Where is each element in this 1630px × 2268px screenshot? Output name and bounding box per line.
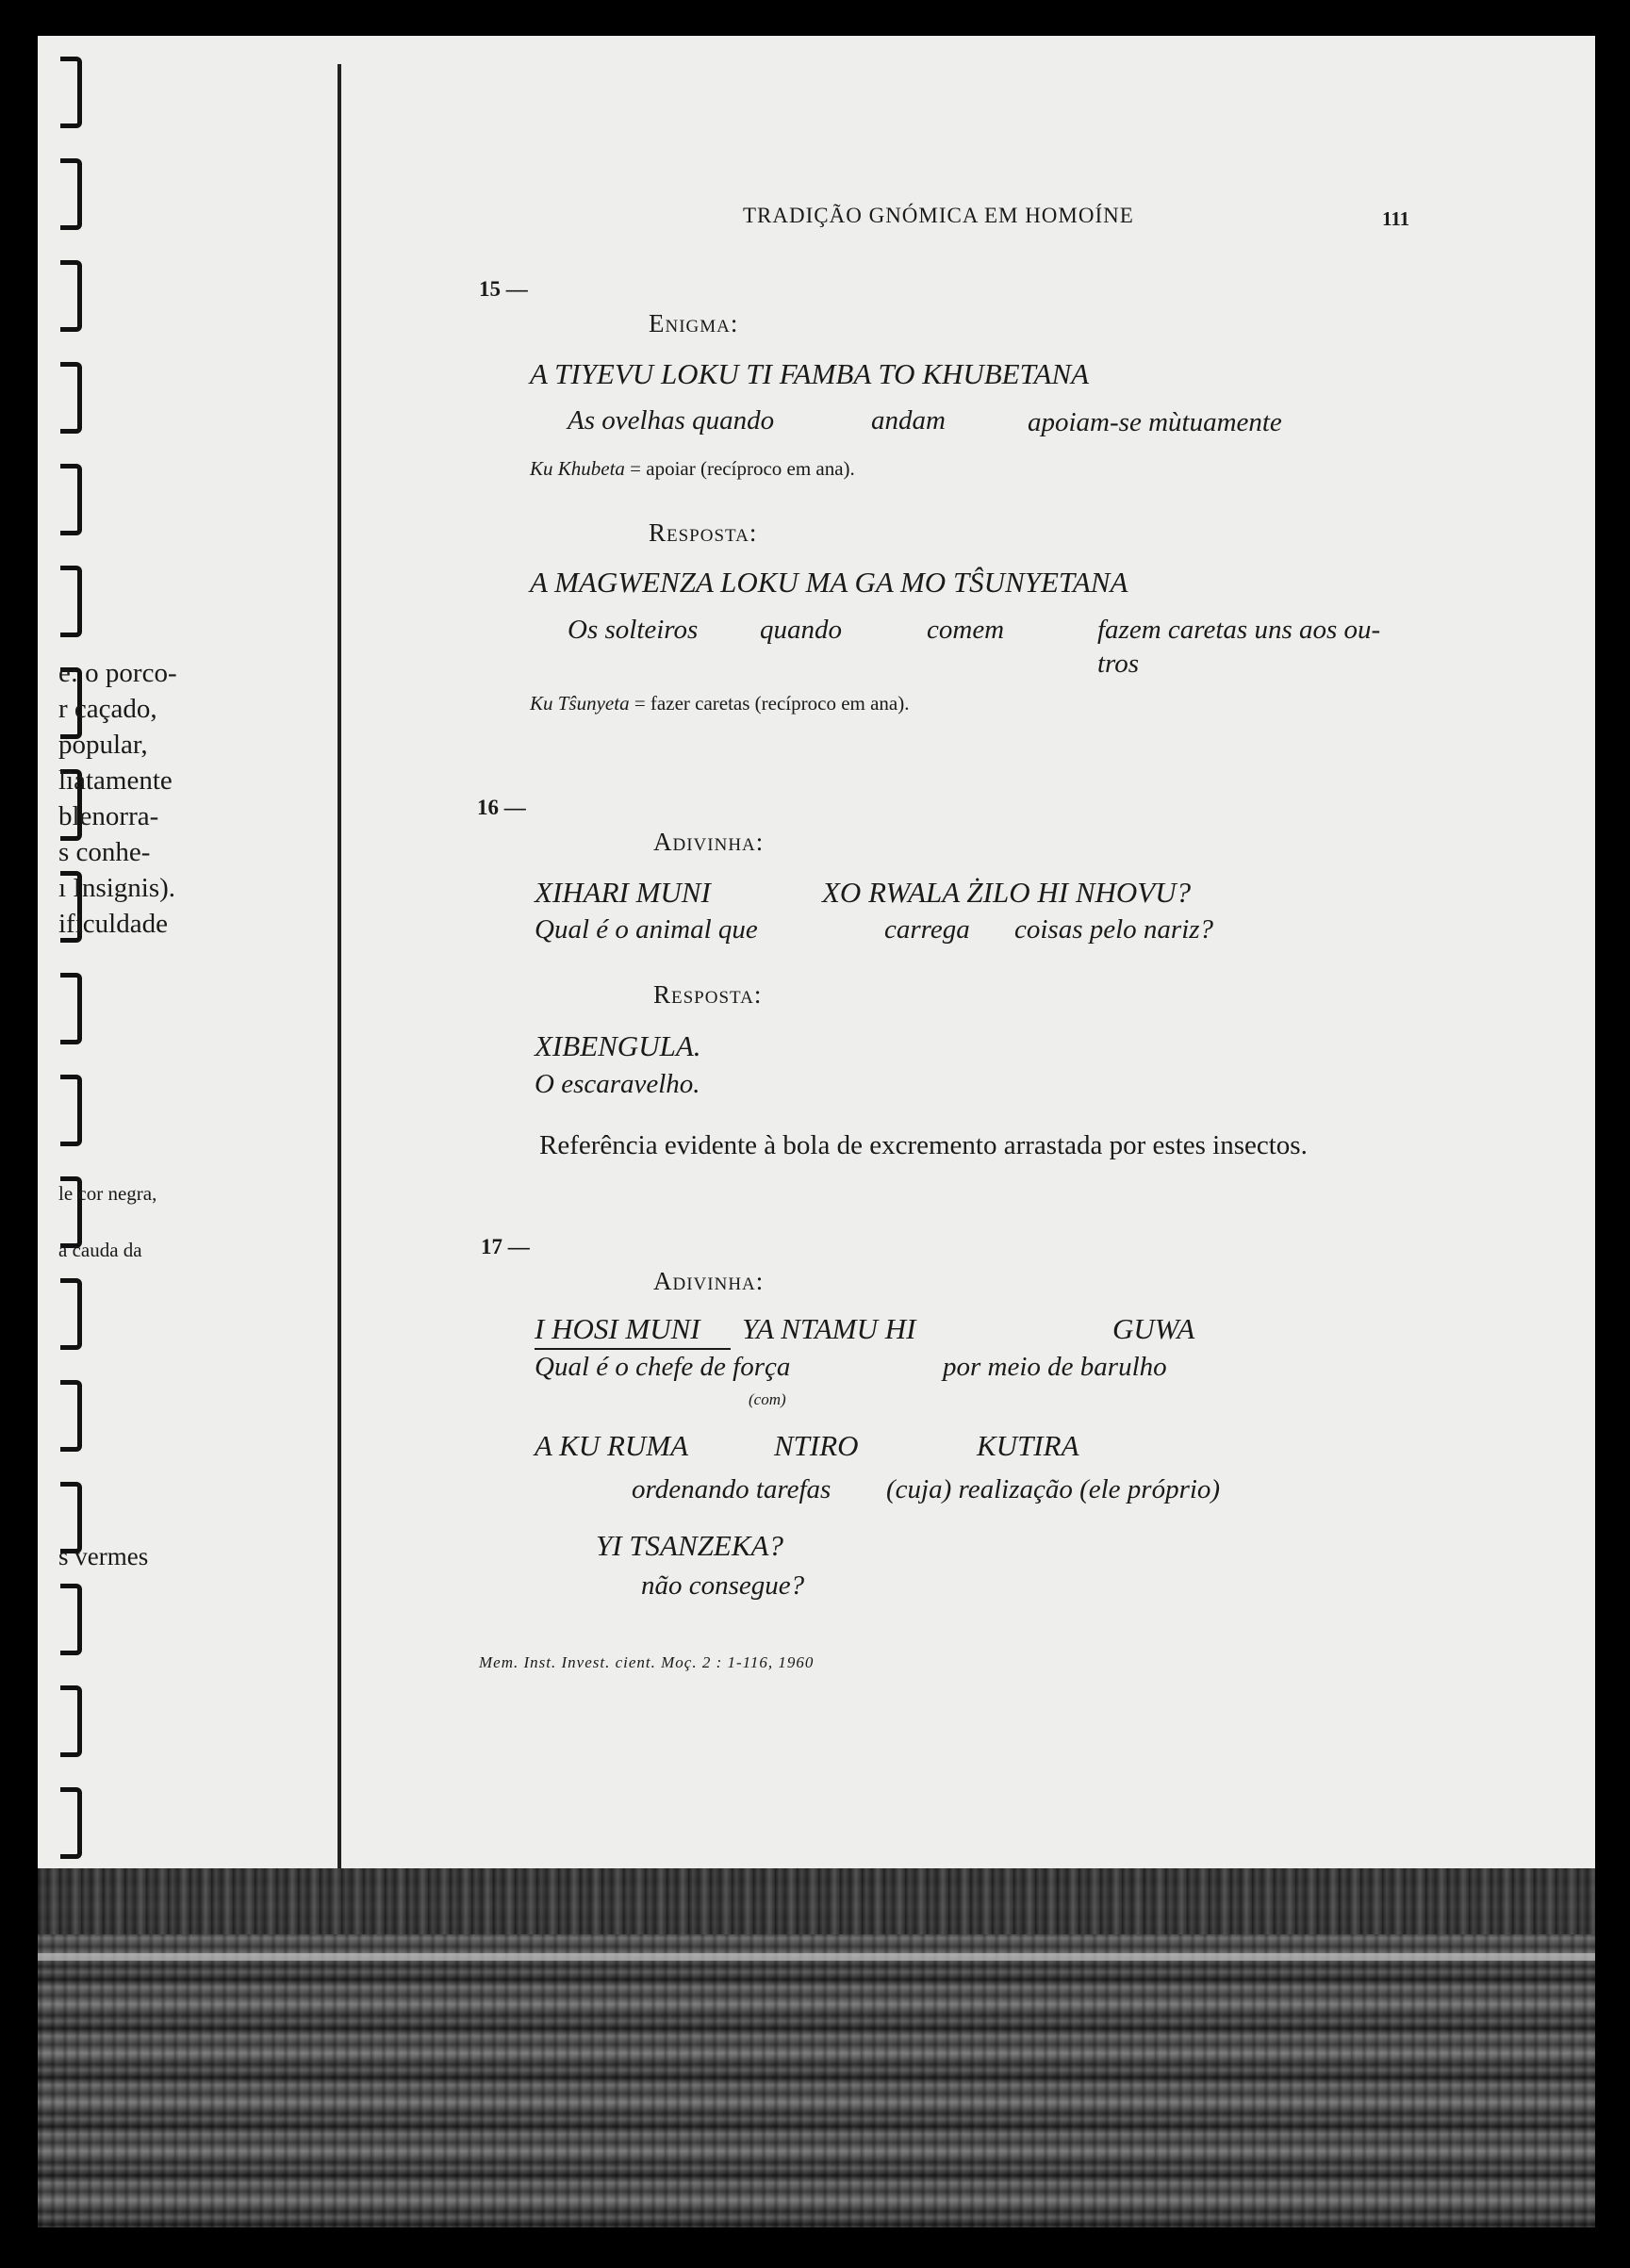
verse-line: GUWA — [1112, 1312, 1195, 1345]
gloss: fazem caretas uns aos ou- — [1097, 615, 1381, 645]
gloss: quando — [760, 615, 842, 645]
section-label: Resposta: — [653, 980, 763, 1009]
gloss: coisas pelo nariz? — [1014, 914, 1214, 945]
scanned-page — [38, 36, 1595, 2227]
verse-line: YI TSANZEKA? — [596, 1529, 783, 1562]
binding-ring-icon — [60, 1075, 82, 1146]
entry-number: 15 — — [479, 277, 528, 301]
gloss: por meio de barulho — [943, 1352, 1167, 1382]
scanner-noise-band — [38, 1868, 1595, 2227]
note-term: Ku Khubeta — [530, 457, 625, 480]
gloss: apoiam-se mùtuamente — [1028, 407, 1282, 437]
binding-ring-icon — [60, 362, 82, 434]
binding-ring-icon — [60, 1787, 82, 1859]
underline — [535, 1348, 731, 1350]
gloss-small: (com) — [749, 1390, 786, 1408]
binding-ring-icon — [60, 464, 82, 535]
binding-ring-icon — [60, 1685, 82, 1757]
gloss: As ovelhas quando — [568, 405, 775, 436]
binding-ring-icon — [60, 1278, 82, 1350]
page-fold-line — [338, 64, 341, 1888]
section-label: Enigma: — [649, 309, 739, 337]
binding-ring-icon — [60, 158, 82, 230]
fragment-line: s conhe- — [58, 837, 151, 867]
citation: Mem. Inst. Invest. cient. Moç. 2 : 1-116, 1960 — [479, 1653, 815, 1671]
page-number: 111 — [1382, 207, 1410, 230]
section-label: Adivinha: — [653, 1267, 765, 1295]
gloss: Qual é o chefe de força — [535, 1352, 791, 1382]
verse-line: YA NTAMU HI — [742, 1312, 916, 1345]
commentary: Referência evidente à bola de excremento arrastada por estes insectos. — [539, 1130, 1308, 1160]
section-label: Resposta: — [649, 518, 758, 547]
fragment-line: blenorra- — [58, 801, 159, 831]
note-term: Ku Tŝunyeta — [530, 692, 630, 715]
gloss: andam — [871, 405, 946, 436]
fragment-line: liatamente — [58, 765, 173, 796]
fragment-line: ı Insignis). — [58, 873, 176, 903]
verse-line: KUTIRA — [977, 1429, 1079, 1462]
verse-line: A TIYEVU LOKU TI FAMBA TO KHUBETANA — [530, 357, 1090, 390]
binding-ring-icon — [60, 1584, 82, 1655]
entry-number: 16 — — [477, 796, 526, 819]
fragment-line: ificuldade — [58, 909, 168, 939]
note — [530, 457, 855, 481]
gloss: ordenando tarefas — [632, 1474, 831, 1504]
binding-ring-icon — [60, 973, 82, 1044]
gloss: tros — [1097, 649, 1140, 679]
note-text: = fazer caretas (recíproco em ana). — [629, 692, 910, 715]
running-header: TRADIÇÃO GNÓMICA EM HOMOÍNE — [743, 204, 1134, 227]
binding-ring-icon — [60, 566, 82, 637]
fragment-line: r caçado, — [58, 694, 157, 724]
gloss: comem — [927, 615, 1005, 645]
fragment-line: a cauda da — [58, 1239, 142, 1261]
answer-translation: O escaravelho. — [535, 1069, 700, 1099]
fragment-line: popular, — [58, 730, 148, 760]
gloss: Qual é o animal que — [535, 914, 758, 945]
entry-number: 17 — — [481, 1235, 530, 1258]
verse-line: XO RWALA ŻILO HI NHOVU? — [822, 876, 1192, 909]
binding-ring-icon — [60, 57, 82, 128]
verse-line: A KU RUMA — [535, 1429, 689, 1462]
binding-ring-icon — [60, 260, 82, 332]
gloss: Os solteiros — [568, 615, 699, 645]
answer-word: XIBENGULA. — [535, 1029, 701, 1062]
note — [530, 692, 910, 715]
gloss: (cuja) realização (ele próprio) — [886, 1474, 1221, 1504]
fragment-line: s vermes — [58, 1542, 149, 1570]
fragment-line: e: o porco- — [58, 658, 177, 688]
note-text: = apoiar (recíproco em ana). — [624, 457, 855, 480]
verse-line: XIHARI MUNI — [535, 876, 711, 909]
verse-line: A MAGWENZA LOKU MA GA MO TŜUNYETANA — [530, 566, 1128, 599]
verse-line: I HOSI MUNI — [535, 1312, 700, 1345]
gloss: carrega — [884, 914, 970, 945]
verse-line: NTIRO — [774, 1429, 859, 1462]
fragment-line: le cor negra, — [58, 1182, 157, 1205]
gloss: não consegue? — [641, 1570, 805, 1601]
section-label: Adivinha: — [653, 828, 765, 856]
binding-ring-icon — [60, 1380, 82, 1452]
